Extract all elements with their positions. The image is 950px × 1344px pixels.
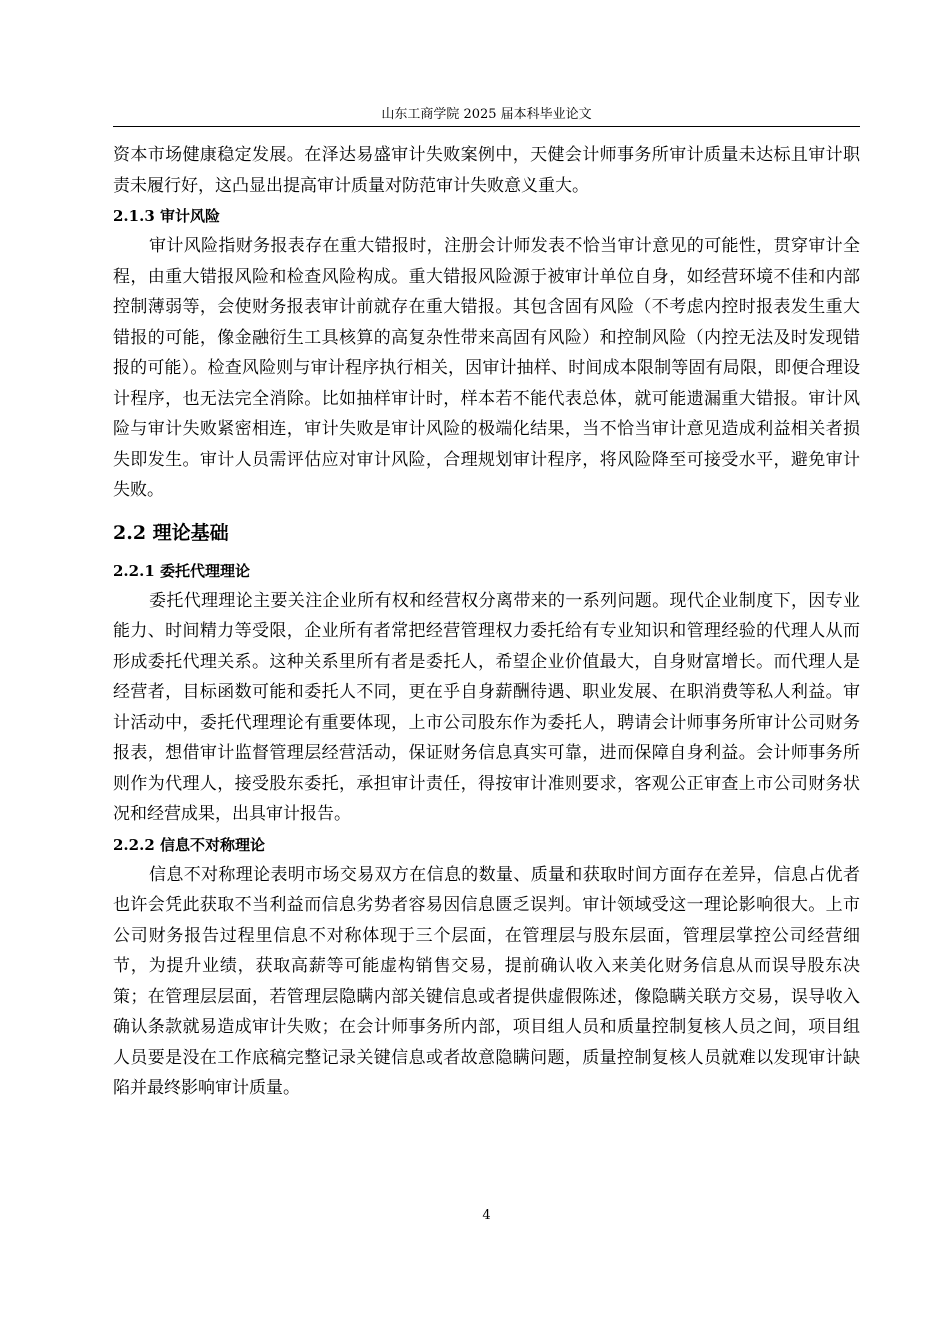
section-2-2-heading: 2.2 理论基础 (113, 521, 229, 544)
section-2-2-2-paragraph: 信息不对称理论表明市场交易双方在信息的数量、质量和获取时间方面存在差异，信息占优者也许会凭此获取不当利益而信息劣势者容易因信息匮乏误判。审计领域受这一理论影响很大。上市公司财务报告过程里信息不对称体现于三个层面，在管理层与股东层面，管理层掌控公司经营细节，为提升业绩，获取高薪等可能虚构销售交易，提前确认收入来美化财务信息从而误导股东决策；在管理层层面，若管理层隐瞒内部关键信息或者提供虚假陈述，像隐瞒关联方交易，误导收入确认条款就易造成审计失败；在会计师事务所内部，项目组人员和质量控制复核人员之间，项目组人员要是没在工作底稿完整记录关键信息或者故意隐瞒问题，质量控制复核人员就难以发现审计缺陷并最终影响审计质量。 (113, 864, 860, 1098)
intro-paragraph: 资本市场健康稳定发展。在泽达易盛审计失败案例中，天健会计师事务所审计质量未达标且审计职责未履行好，这凸显出提高审计质量对防范审计失败意义重大。 (113, 145, 860, 196)
running-header: 山东工商学院 2025 届本科毕业论文 (381, 107, 592, 122)
page-number: 4 (482, 1208, 491, 1223)
section-2-2-1-paragraph: 委托代理理论主要关注企业所有权和经营权分离带来的一系列问题。现代企业制度下，因专业能力、时间精力等受限，企业所有者常把经营管理权力委托给有专业知识和管理经验的代理人从而形成委托代理关系。这种关系里所有者是委托人，希望企业价值最大，自身财富增长。而代理人是经营者，目标函数可能和委托人不同，更在乎自身薪酬待遇、职业发展、在职消费等私人利益。审计活动中，委托代理理论有重要体现，上市公司股东作为委托人，聘请会计师事务所审计公司财务报表，想借审计监督管理层经营活动，保证财务信息真实可靠，进而保障自身利益。会计师事务所则作为代理人，接受股东委托，承担审计责任，得按审计准则要求，客观公正审查上市公司财务状况和经营成果，出具审计报告。 (113, 590, 860, 824)
section-2-1-3-paragraph: 审计风险指财务报表存在重大错报时，注册会计师发表不恰当审计意见的可能性，贯穿审计全程，由重大错报风险和检查风险构成。重大错报风险源于被审计单位自身，如经营环境不佳和内部控制薄弱等，会使财务报表审计前就存在重大错报。其包含固有风险（不考虑内控时报表发生重大错报的可能，像金融衍生工具核算的高复杂性带来高固有风险）和控制风险（内控无法及时发现错报的可能）。检查风险则与审计程序执行相关，因审计抽样、时间成本限制等固有局限，即便合理设计程序，也无法完全消除。比如抽样审计时，样本若不能代表总体，就可能遗漏重大错报。审计风险与审计失败紧密相连，审计失败是审计风险的极端化结果，当不恰当审计意见造成利益相关者损失即发生。审计人员需评估应对审计风险，合理规划审计程序，将风险降至可接受水平，避免审计失败。 (113, 236, 860, 500)
section-2-2-2-heading: 2.2.2 信息不对称理论 (113, 835, 265, 854)
header-rule (113, 126, 860, 127)
section-2-1-3-heading: 2.1.3 审计风险 (113, 207, 220, 225)
page-content (113, 140, 860, 1104)
section-2-2-1-heading: 2.2.1 委托代理理论 (113, 561, 250, 580)
